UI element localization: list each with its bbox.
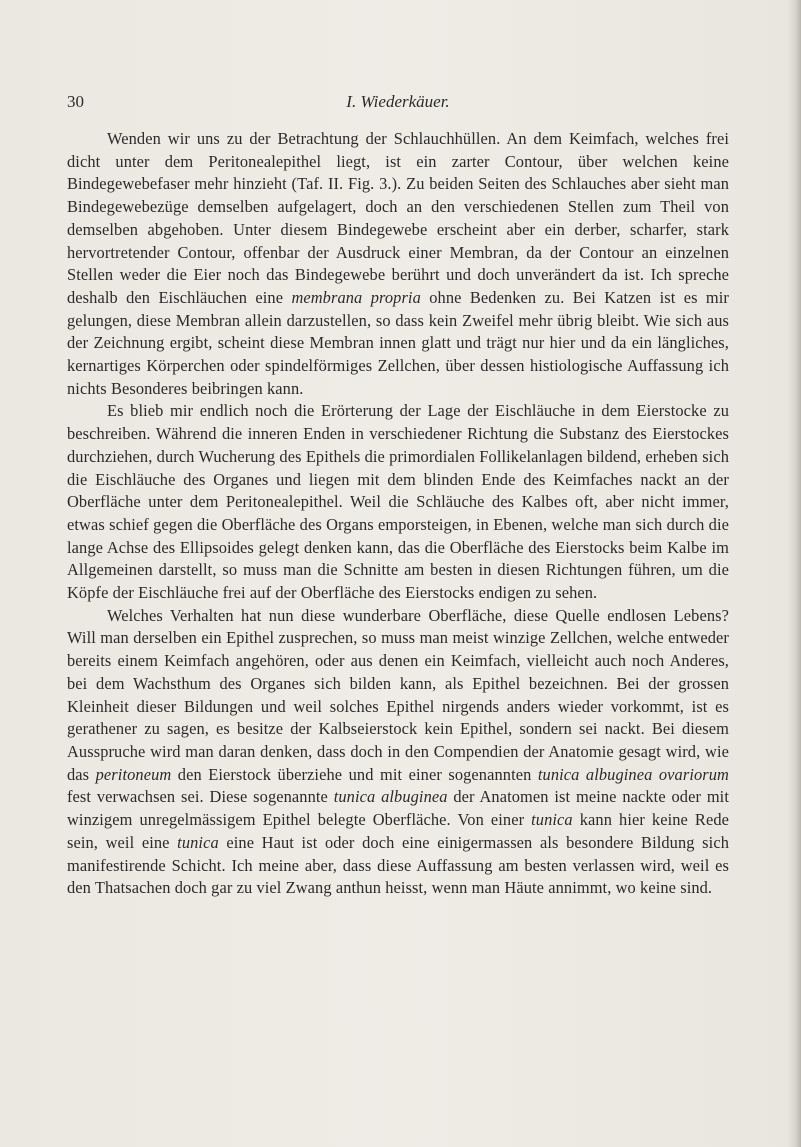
paragraph-3 [67, 605, 729, 900]
italic-term: membrana propria [291, 287, 421, 307]
text-segment: ohne Bedenken zu. Bei Katzen ist es mir gelungen, diese Membran allein darzustellen, so dass kein Zweifel mehr übrig bleibt. Wie sich aus der Zeichnung ergibt, scheint diese Membran innen glatt und trägt nur hier und da ein längliches, kernartiges Körperchen oder spindelförmiges Zellchen, über dessen histiologische Auffassung ich nichts Besonderes beibringen kann. [67, 287, 729, 398]
text-segment: kann hier keine Rede sein, weil eine [67, 810, 729, 852]
text-segment: fest verwachsen sei. Diese sogenannte [67, 787, 334, 807]
body-text [67, 128, 729, 900]
text-segment: eine Haut ist oder doch eine einigermassen als besondere Bildung sich manifestirende Schicht. Ich meine aber, dass diese Auffassung am besten verlassen wird, weil es den Thatsachen doch gar zu viel Zwang anthun heisst, wenn man Häute annimmt, wo keine sind. [67, 832, 729, 898]
italic-term: tunica [531, 810, 573, 830]
italic-term: tunica [177, 832, 219, 852]
text-segment: Welches Verhalten hat nun diese wunderbare Oberfläche, diese Quelle endlosen Lebens? Will man derselben ein Epithel zusprechen, so muss man meist winzige Zellchen, welche entweder bereits einem Keimfach angehören, oder aus denen ein Keimfach, vielleicht auch noch Anderes, bei dem Wachsthum des Organes sich bilden kann, als Epithel bezeichnen. Bei der grossen Kleinheit dieser Bildungen und weil solches Epithel nirgends anders wieder vorkommt, ist es gerathener zu sagen, es besitze der Kalbseierstock kein Epithel, sondern sei nackt. Bei diesem Ausspruche wird man daran denken, dass doch in den Compendien der Anatomie gesagt wird, wie das [67, 605, 729, 784]
paragraph-1 [67, 128, 729, 400]
page-header [67, 92, 729, 114]
paragraph-2 [67, 400, 729, 604]
italic-term: peritoneum [95, 764, 172, 784]
italic-term: tunica albuginea [333, 787, 448, 807]
text-segment: Es blieb mir endlich noch die Erörterung der Lage der Eischläuche in dem Eierstocke zu beschreiben. Während die inneren Enden in verschiedener Richtung die Substanz des Eierstockes durchziehen, durch Wucherung des Epithels die primordialen Follikelanlagen bildend, erheben sich die Eischläuche des Organes und liegen mit dem blinden Ende des Keimfaches nackt an der Oberfläche unter dem Peritonealepithel. Weil die Schläuche des Kalbes oft, aber nicht immer, etwas schief gegen die Oberfläche des Organs emporsteigen, in Ebenen, welche man sich durch die lange Achse des Ellipsoides gelegt denken kann, das die Oberfläche des Eierstocks beim Kalbe im Allgemeinen darstellt, so muss man die Schnitte am besten in diesen Richtungen führen, um die Köpfe der Eischläuche frei auf der Oberfläche des Eierstocks endigen zu sehen. [67, 401, 729, 603]
text-segment: den Eierstock überziehe und mit einer sogenannten [171, 764, 538, 784]
running-title: I. Wiederkäuer. [346, 92, 450, 111]
italic-term: tunica albuginea ovariorum [537, 764, 729, 784]
page-number: 30 [67, 92, 84, 111]
text-segment: Wenden wir uns zu der Betrachtung der Schlauchhüllen. An dem Keimfach, welches frei dicht unter dem Peritonealepithel liegt, ist ein zarter Contour, über welchen keine Bindegewebefaser mehr hinzieht (Taf. II. Fig. 3.). Zu beiden Seiten des Schlauches aber sieht man Bindegewebezüge demselben aufgelagert, doch an den verschiedenen Stellen zum Theil von demselben abgehoben. Unter diesem Bindegewebe erscheint aber ein derber, scharfer, stark hervortretender Contour, offenbar der Ausdruck einer Membran, da der Contour an einzelnen Stellen weder die Eier noch das Bindegewebe berührt und doch unverändert da ist. Ich spreche deshalb den Eischläuchen eine [67, 129, 729, 307]
page-edge-shadow [787, 0, 801, 1147]
text-segment: der Anatomen ist meine nackte oder mit winzigem unregelmässigem Epithel belegte Oberfläche. Von einer [67, 787, 729, 830]
